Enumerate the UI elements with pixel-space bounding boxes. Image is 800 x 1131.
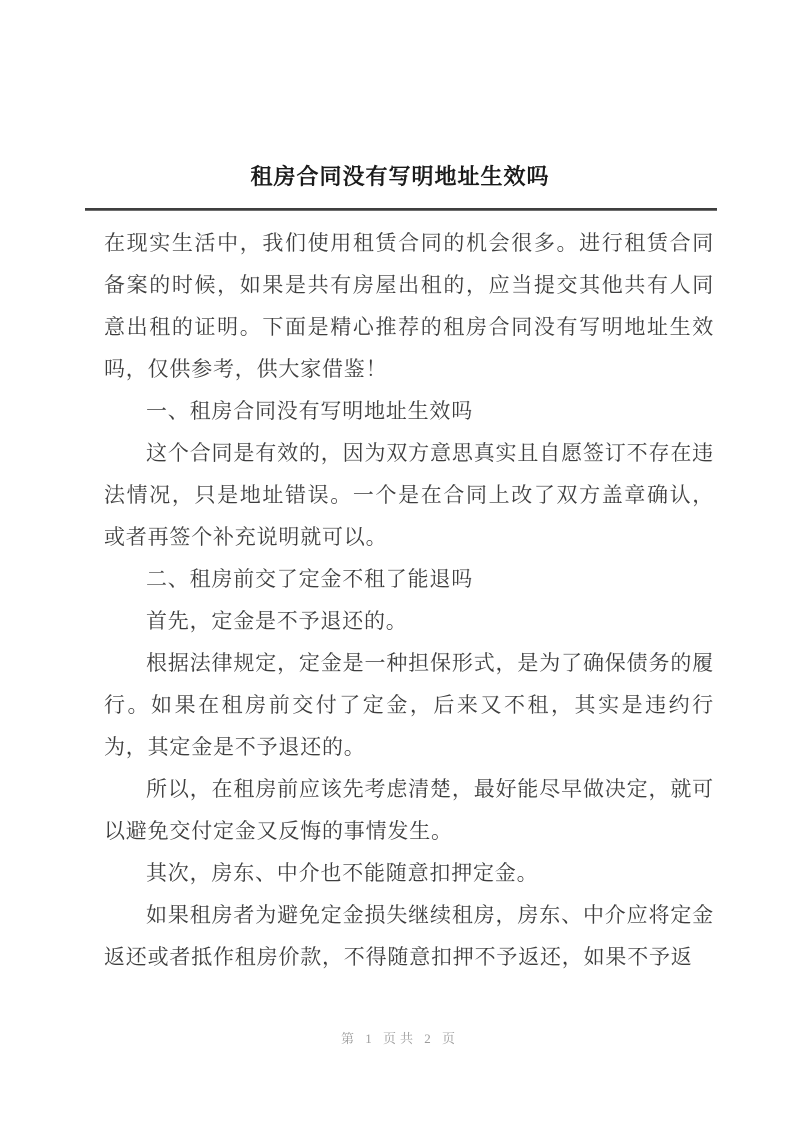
paragraph-deposit-rule: 首先，定金是不予退还的。 [146,609,408,633]
page-number-footer: 第 1 页共 2 页 [340,1031,459,1046]
paragraph-section1-answer: 这个合同是有效的，因为双方意思真实且自愿签订不存在违法情况，只是地址错误。一个是在合同上改了双方盖章确认，或者再签个补充说明就可以。 [104,441,714,549]
document-body [0,211,800,978]
paragraph-intro: 在现实生活中，我们使用租赁合同的机会很多。进行租赁合同备案的时候，如果是共有房屋出租的，应当提交其他共有人同意出租的证明。下面是精心推荐的租房合同没有写明地址生效吗，仅供参考，供大家借鉴！ [104,231,714,381]
paragraph-advice: 所以，在租房前应该先考虑清楚，最好能尽早做决定，就可以避免交付定金又反悔的事情发生。 [104,777,714,843]
page-title: 租房合同没有写明地址生效吗 [250,164,550,189]
section-heading-1: 一、租房合同没有写明地址生效吗 [146,399,473,423]
paragraph-refund-continued: 如果租房者为避免定金损失继续租房，房东、中介应将定金返还或者抵作租房价款，不得随意扣押不予返还，如果不予返 [104,903,714,969]
paragraph-landlord-rule: 其次，房东、中介也不能随意扣押定金。 [146,861,539,885]
paragraph-legal-basis: 根据法律规定，定金是一种担保形式，是为了确保债务的履行。如果在租房前交付了定金，后来又不租，其实是违约行为，其定金是不予退还的。 [104,651,714,759]
section-heading-2: 二、租房前交了定金不租了能退吗 [146,567,473,591]
